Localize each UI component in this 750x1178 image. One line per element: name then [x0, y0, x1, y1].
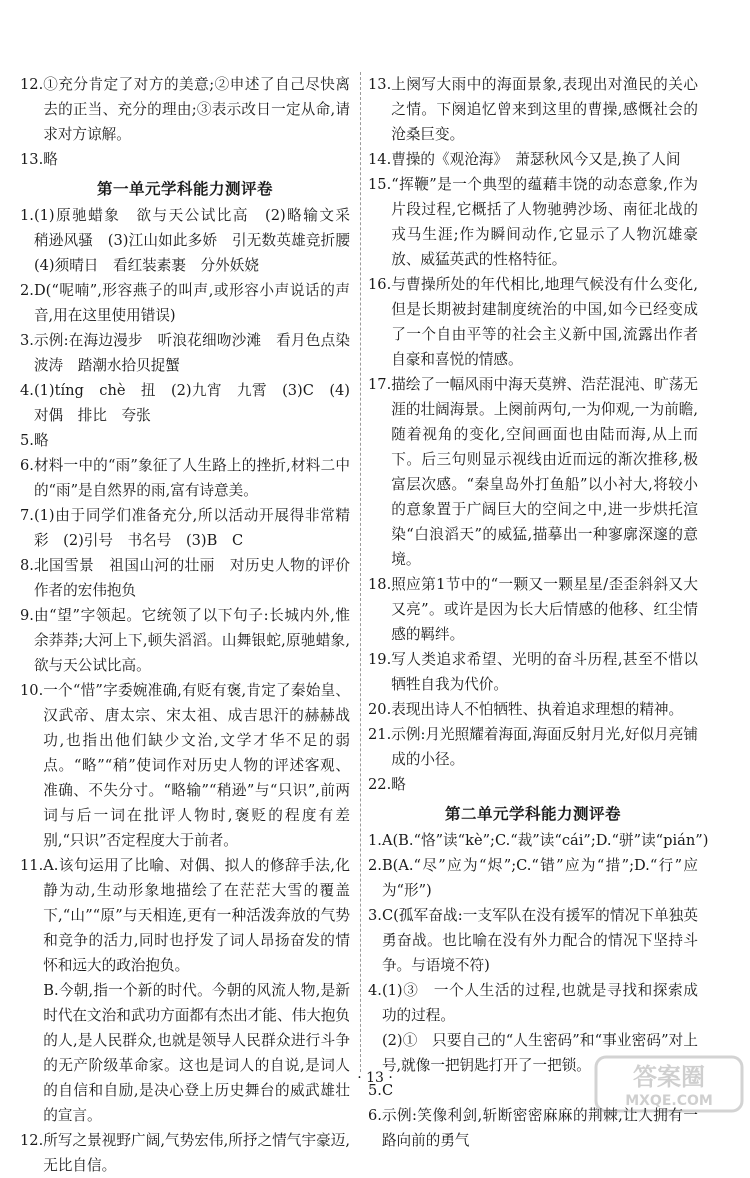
- answer-item: [20, 72, 350, 147]
- answer-item: [368, 172, 698, 272]
- answer-item: [20, 328, 350, 378]
- answer-text: 写人类追求希望、光明的奋斗历程,甚至不惜以牺牲自我为代价。: [391, 651, 698, 693]
- answer-item: [20, 147, 350, 172]
- answer-number: 11.: [20, 857, 44, 874]
- answer-text: 描绘了一幅风雨中海天莫辨、浩茫混沌、旷荡无涯的壮阔海景。上阕前两句,一为仰观,一为前瞻,随着视角的变化,空间画面也由陆而海,从上而下。后三句则显示视线由近而远的渐次推移,极富层次感。“秦皇岛外打鱼船”以小衬大,将较小的意象置于广阔巨大的空间之中,进一步烘托渲染“白浪滔天”的威猛,描摹出一种寥廓深邃的意境。: [391, 376, 698, 568]
- answer-item: [368, 697, 698, 722]
- watermark-top: 答案圈: [633, 1063, 705, 1091]
- answer-item: [20, 278, 350, 328]
- answer-text: 与曹操所处的年代相比,地理气候没有什么变化,但是长期被封建制度统治的中国,如今已经变成了一个自由平等的社会主义新中国,流露出作者自豪和喜悦的情感。: [391, 276, 698, 368]
- answer-item: [368, 647, 698, 697]
- answer-number: 21.: [368, 726, 392, 743]
- answer-text: 材料一中的“雨”象征了人生路上的挫折,材料二中的“雨”是自然界的雨,富有诗意美。: [33, 457, 350, 499]
- answer-item: [20, 678, 350, 853]
- answer-number: 9.: [20, 607, 34, 624]
- answer-item: [368, 903, 698, 978]
- answer-number: 17.: [368, 376, 392, 393]
- section-title: 第二单元学科能力测评卷: [444, 804, 621, 823]
- answer-text: 示例:笑像利剑,斩断密密麻麻的荆棘,让人拥有一路向前的勇气: [381, 1107, 698, 1149]
- answer-text: B(A.“尽”应为“烬”;C.“错”应为“措”;D.“行”应为“形”): [381, 857, 698, 899]
- answer-number: 18.: [368, 576, 392, 593]
- answer-number: 5.: [20, 432, 34, 449]
- answer-item: [20, 553, 365, 603]
- answer-text: (1)由于同学们准备充分,所以活动开展得非常精彩 (2)引号 书名号 (3)B C: [33, 507, 350, 549]
- answer-text: A.该句运用了比喻、对偶、拟人的修辞手法,化静为动,生动形象地描绘了在茫茫大雪的覆盖下,“山”“原”与天相连,更有一种活泼奔放的气势和竞争的活力,同时也抒发了词人昂扬奋发的情怀和远大的政治抱负。 B.今朝,指一个新的时代。今朝的风流人物,是新时代在文治和武功方面都有杰出才能、伟大抱负的人,是人民群众,也就是领导人民群众进行斗争的无产阶级革命家。这也是词人的自说,是词人的自信和自励,是决心登上历史舞台的威武雄壮的宣言。: [43, 857, 350, 1124]
- section-title: 第一单元学科能力测评卷: [96, 179, 273, 198]
- answer-text: A(B.“恪”读“kè”;C.“裁”读“cái”;D.“骈”读“pián”): [381, 832, 709, 849]
- answer-number: 3.: [20, 332, 34, 349]
- answer-text: 照应第1节中的“一颗又一颗星星/歪歪斜斜又大又亮”。或许是因为长大后情感的他移、红尘情感的羁绊。: [391, 576, 698, 643]
- answer-text: 示例:月光照耀着海面,海面反射月光,好似月亮铺成的小径。: [391, 726, 698, 768]
- answer-number: 6.: [20, 457, 34, 474]
- answer-text: 略: [43, 151, 58, 168]
- answer-item: [368, 272, 698, 372]
- answer-text: 一个“惜”字委婉准确,有贬有褒,肯定了秦始皇、汉武帝、唐太宗、宋太祖、成吉思汗的赫赫战功,也指出他们缺少文治,文学才华不足的弱点。“略”“稍”使词作对历史人物的评述客观、准确、不失分寸。“略输”“稍逊”与“只识”,前两词与后一词在批评人物时,褒贬的程度有差别,“只识”否定程度大于前者。: [43, 682, 350, 849]
- answer-item: [368, 828, 709, 853]
- answer-number: 12.: [20, 1132, 44, 1149]
- answer-item: [368, 722, 698, 772]
- answer-number: 13.: [368, 76, 392, 93]
- answer-item: [20, 428, 350, 453]
- answer-text: C(孤军奋战:一支军队在没有援军的情况下单独英勇奋战。也比喻在没有外力配合的情况下坚持斗争。与语境不符): [381, 907, 698, 974]
- answer-number: 12.: [20, 76, 44, 93]
- answer-item: [368, 853, 698, 903]
- answer-number: 5.: [368, 1082, 382, 1099]
- answer-text: 上阕写大雨中的海面景象,表现出对渔民的关心之情。下阕追忆曾来到这里的曹操,感慨社会的沧桑巨变。: [391, 76, 698, 143]
- answer-text: (1)原驰蜡象 欲与天公试比高 (2)略输文采 稍逊风骚 (3)江山如此多娇 引无数英雄竞折腰 (4)须晴日 看红装素裹 分外妖娆: [33, 207, 365, 274]
- answer-number: 15.: [368, 176, 392, 193]
- answer-number: 22.: [368, 776, 392, 793]
- answer-item: [20, 503, 350, 553]
- answer-number: 10.: [20, 682, 44, 699]
- answer-text: 表现出诗人不怕牺牲、执着追求理想的精神。: [391, 701, 684, 718]
- answer-text: (1)③ 一个人生活的过程,也就是寻找和探索成功的过程。 (2)① 只要自己的“人生密码”和“事业密码”对上号,就像一把钥匙打开了一把锁。: [381, 982, 698, 1074]
- answer-text: 所写之景视野广阔,气势宏伟,所抒之情气宇豪迈,无比自信。: [43, 1132, 350, 1174]
- answer-number: 1.: [368, 832, 382, 849]
- answer-text: 由“望”字领起。它统领了以下句子:长城内外,惟余莽莽;大河上下,顿失滔滔。山舞银蛇,原驰蜡象,欲与天公试比高。: [33, 607, 350, 674]
- answer-number: 16.: [368, 276, 392, 293]
- answer-number: 6.: [368, 1107, 382, 1124]
- answer-item: [20, 853, 350, 1128]
- answer-text: “挥鞭”是一个典型的蕴藉丰饶的动态意象,作为片段过程,它概括了人物驰骋沙场、南征北战的戎马生涯;作为瞬间动作,它显示了人物沉雄豪放、威猛英武的性格特征。: [391, 176, 698, 268]
- answer-item: [368, 147, 698, 172]
- watermark-logo: [594, 1055, 744, 1113]
- answer-text: 曹操的《观沧海》 萧瑟秋风今又是,换了人间: [391, 151, 681, 168]
- answer-text: (1)tíng chè 扭 (2)九宵 九霄 (3)C (4)对偶 排比 夸张: [33, 382, 350, 424]
- column-divider: [360, 72, 361, 1072]
- answer-text: 略: [33, 432, 49, 449]
- right-column: [368, 72, 709, 1153]
- answer-text: C: [381, 1082, 394, 1099]
- answer-item: [20, 203, 365, 278]
- answer-number: 3.: [368, 907, 382, 924]
- answer-item: [20, 378, 350, 428]
- left-column: [20, 72, 365, 1178]
- answer-text: ①充分肯定了对方的美意;②申述了自己尽快离去的正当、充分的理由;③表示改日一定从命,请求对方谅解。: [43, 76, 350, 143]
- answer-number: 4.: [368, 982, 382, 999]
- answer-number: 1.: [20, 207, 34, 224]
- answer-number: 2.: [368, 857, 382, 874]
- answer-item: [20, 603, 350, 678]
- answer-number: 8.: [20, 557, 34, 574]
- answer-number: 14.: [368, 151, 392, 168]
- answer-item: [368, 572, 698, 647]
- answer-number: 13.: [20, 151, 44, 168]
- page-number: · 13 ·: [357, 1070, 393, 1086]
- answer-number: 19.: [368, 651, 392, 668]
- answer-item: [368, 372, 698, 572]
- answer-item: [20, 1128, 350, 1178]
- answer-text: 略: [391, 776, 406, 793]
- answer-number: 2.: [20, 282, 34, 299]
- answer-item: [368, 772, 698, 797]
- answer-item: [368, 72, 698, 147]
- answer-item: [20, 453, 350, 503]
- answer-number: 7.: [20, 507, 34, 524]
- watermark-bottom: MXQE.COM: [625, 1093, 713, 1109]
- answer-text: 北国雪景 祖国山河的壮丽 对历史人物的评价 作者的宏伟抱负: [33, 557, 365, 599]
- answer-text: D(“呢喃”,形容燕子的叫声,或形容小声说话的声音,用在这里使用错误): [33, 282, 350, 324]
- answer-number: 4.: [20, 382, 34, 399]
- answer-number: 20.: [368, 701, 392, 718]
- answer-text: 示例:在海边漫步 听浪花细吻沙滩 看月色点染波涛 踏潮水拾贝捉蟹: [33, 332, 350, 374]
